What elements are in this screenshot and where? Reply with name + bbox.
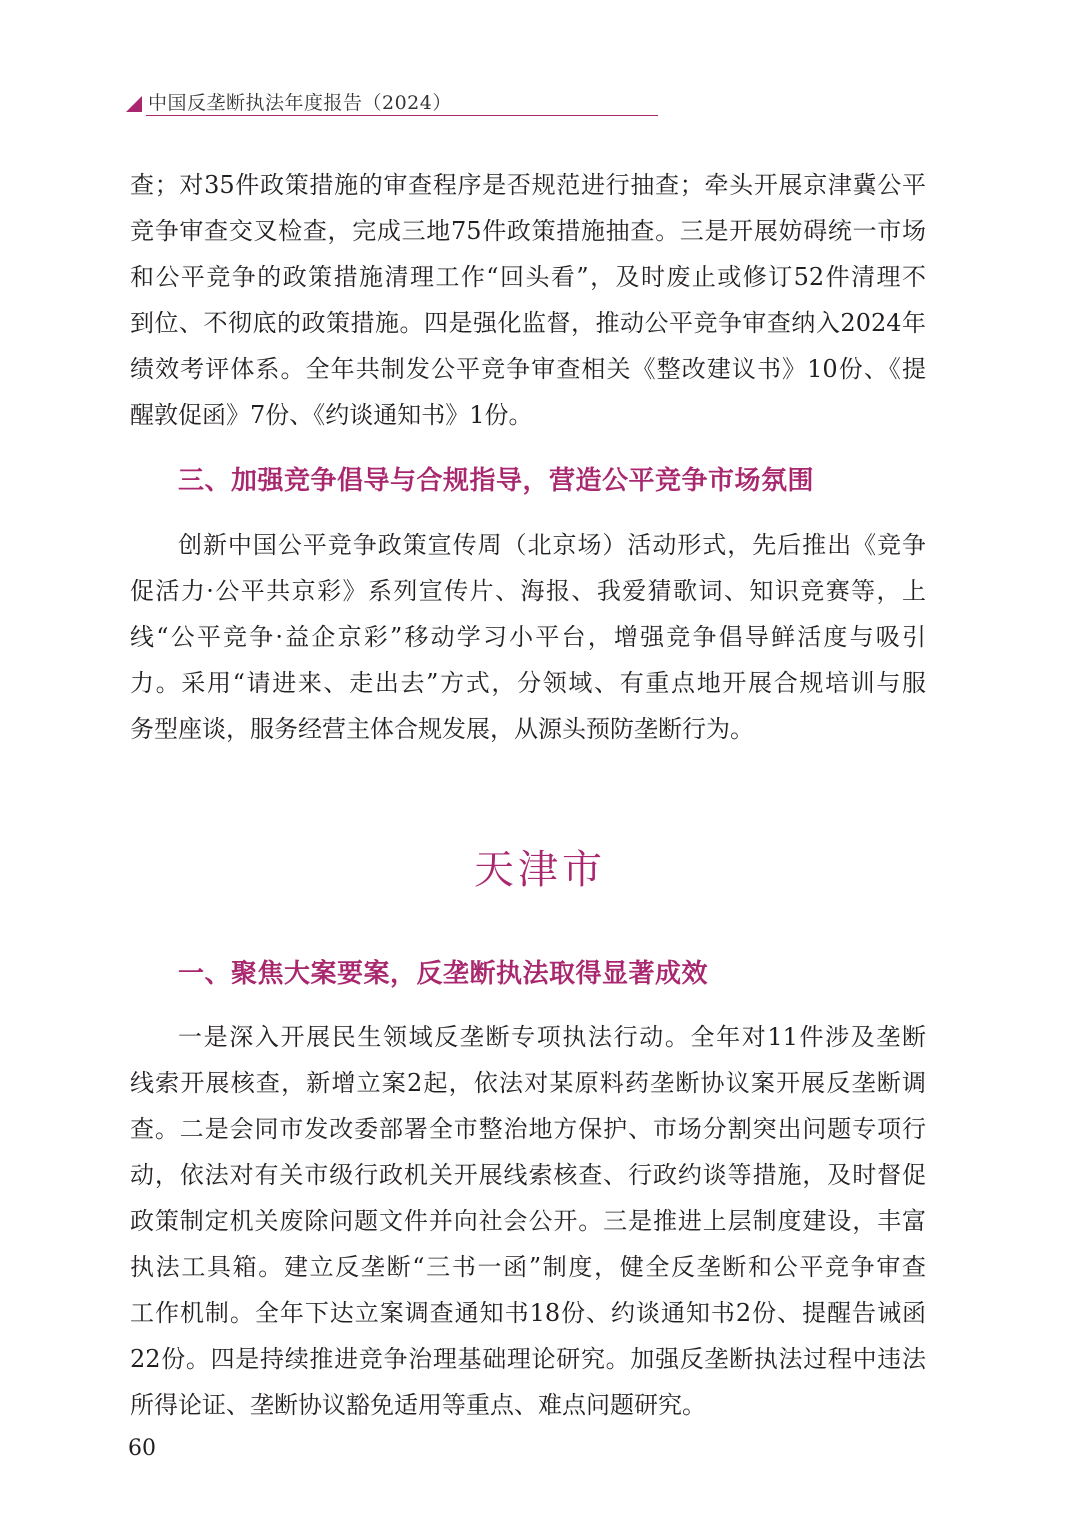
text-line: 创新中国公平竞争政策宣传周（北京场）活动形式，先后推出《竞争 <box>178 531 926 559</box>
text-line: 醒敦促函》7份、《约谈通知书》1份。 <box>130 401 533 429</box>
beijing-paragraph-2 <box>130 522 926 752</box>
paragraph <box>130 522 926 752</box>
text-line: 绩效考评体系。全年共制发公平竞争审查相关《整改建议书》10份、《提 <box>130 355 926 383</box>
city-title: 天津市 <box>474 847 606 893</box>
text-line: 线索开展核查，新增立案2起，依法对某原料药垄断协议案开展反垄断调 <box>130 1069 926 1097</box>
header-triangle-icon <box>126 96 142 112</box>
text-line: 务型座谈，服务经营主体合规发展，从源头预防垄断行为。 <box>130 715 754 743</box>
text-line: 动，依法对有关市级行政机关开展线索核查、行政约谈等措施，及时督促 <box>130 1161 926 1189</box>
text-line: 查；对35件政策措施的审查程序是否规范进行抽查；牵头开展京津冀公平 <box>130 171 926 199</box>
text-line: 一是深入开展民生领域反垄断专项执法行动。全年对11件涉及垄断 <box>178 1023 926 1051</box>
text-line: 到位、不彻底的政策措施。四是强化监督，推动公平竞争审查纳入2024年 <box>130 309 926 337</box>
text-line: 和公平竞争的政策措施清理工作“回头看”，及时废止或修订52件清理不 <box>130 263 926 291</box>
section-heading-3: 三、加强竞争倡导与合规指导，营造公平竞争市场氛围 <box>178 466 815 496</box>
text-line: 政策制定机关废除问题文件并向社会公开。三是推进上层制度建设，丰富 <box>130 1207 926 1235</box>
text-line: 查。二是会同市发改委部署全市整治地方保护、市场分割突出问题专项行 <box>130 1115 926 1143</box>
text-line: 执法工具箱。建立反垄断“三书一函”制度，健全反垄断和公平竞争审查 <box>130 1253 926 1281</box>
beijing-paragraph-1 <box>130 162 926 438</box>
text-line: 工作机制。全年下达立案调查通知书18份、约谈通知书2份、提醒告诫函 <box>130 1299 926 1327</box>
text-line: 所得论证、垄断协议豁免适用等重点、难点问题研究。 <box>130 1391 706 1419</box>
page-number: 60 <box>128 1436 156 1461</box>
text-line: 力。采用“请进来、走出去”方式，分领域、有重点地开展合规培训与服 <box>130 669 926 697</box>
running-header-title: 中国反垄断执法年度报告（2024） <box>148 92 452 114</box>
running-header <box>126 88 656 118</box>
text-line: 促活力·公平共京彩》系列宣传片、海报、我爱猜歌词、知识竞赛等，上 <box>130 577 926 605</box>
header-rule <box>146 115 658 116</box>
section-heading-1: 一、聚焦大案要案，反垄断执法取得显著成效 <box>178 959 709 989</box>
paragraph <box>130 1014 926 1428</box>
tianjin-paragraph-1 <box>130 1014 926 1428</box>
paragraph <box>130 162 926 438</box>
text-line: 22份。四是持续推进竞争治理基础理论研究。加强反垄断执法过程中违法 <box>130 1345 926 1373</box>
text-line: 竞争审查交叉检查，完成三地75件政策措施抽查。三是开展妨碍统一市场 <box>130 217 926 245</box>
text-line: 线“公平竞争·益企京彩”移动学习小平台，增强竞争倡导鲜活度与吸引 <box>130 623 926 651</box>
